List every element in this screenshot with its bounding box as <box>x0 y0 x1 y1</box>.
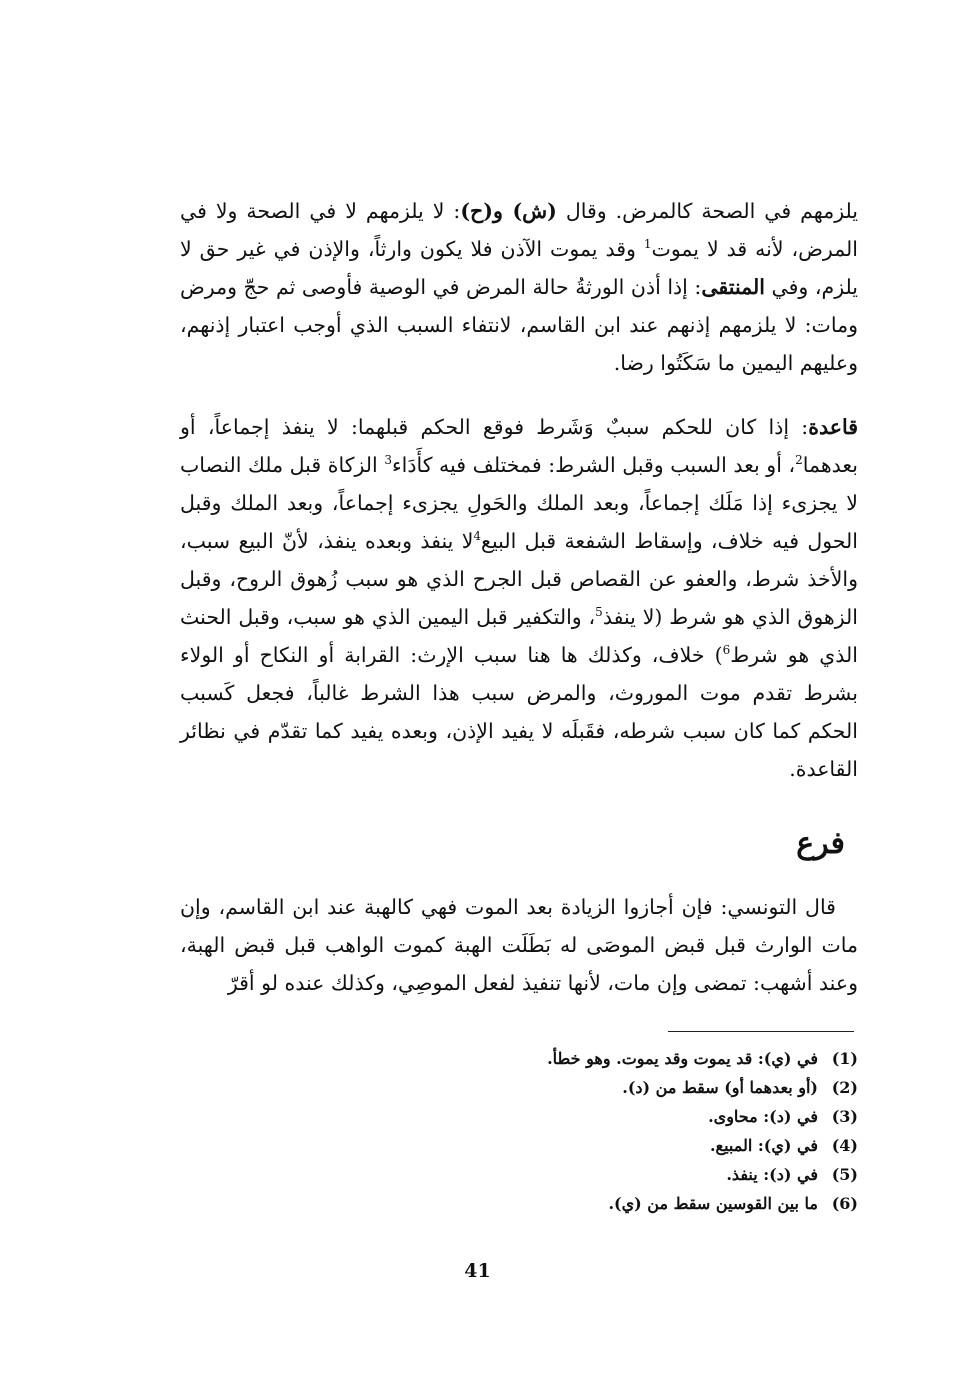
paragraph-2 <box>180 408 858 788</box>
text-run: ، والتكفير قبل اليمين الذي هو سبب، وقبل الحنث الذي هو شرط <box>180 605 858 667</box>
text-run: لا ينفذ وبعده ينفذ، لأنّ البيع سبب، والأخذ شرط، والعفو عن القصاص قبل الجرح الذي هو سبب زُهوق الروح، وقبل الزهوق الذي هو شرط (لا ينفذ <box>180 529 858 629</box>
footnote-text: ما بين القوسين سقط من (ي). <box>608 1194 818 1213</box>
bold-text: (ش) و(ح) <box>460 199 557 223</box>
footnote-item <box>298 1160 858 1189</box>
text-run: : لا يلزمهم لا في الصحة ولا في المرض، لأنه قد لا يموت <box>180 199 858 261</box>
footnote-text: في (ي): قد يموت وقد يموت. وهو خطأ. <box>547 1049 818 1068</box>
footnote-ref: 4 <box>473 529 482 544</box>
page-number: 41 <box>464 1260 491 1282</box>
text-run: : إذا أذن الورثةُ حالة المرض في الوصية فأوصى ثم حجّ ومرض ومات: لا يلزمهم إذنهم عند ابن القاسم، لانتفاء السبب الذي أوجب اعتبار إذنهم، وعليهم اليمين ما سَكَتُوا رضا. <box>180 275 858 375</box>
footnote-number: (5) <box>831 1165 858 1184</box>
text-run: : إذا كان للحكم سببٌ وَشَرط فوقع الحكم قبلهما: لا ينفذ إجماعاً، أو بعدهما <box>180 415 858 477</box>
text-run: الزكاة قبل ملك النصاب لا يجزىء إذا مَلَك إجماعاً، وبعد الملك والحَولِ يجزىء إجماعاً، وبعد الملك وقبل الحول فيه خلاف، وإسقاط الشفعة قبل البيع <box>180 453 858 553</box>
footnote-ref: 2 <box>795 453 803 468</box>
footnote-item <box>298 1044 858 1073</box>
text-run: ) خلاف، وكذلك ها هنا سبب الإرث: القرابة أو النكاح أو الولاء بشرط تقدم موت الموروث، والمرض سبب هذا الشرط غالباً، فجعل كَسبب الحكم كما كان سبب شرطه، فقَبلَه لا يفيد الإذن، وبعده يفيد كما تقدّم في نظائر القاعدة. <box>180 643 858 781</box>
paragraph-1 <box>180 192 858 382</box>
paragraph-3 <box>180 888 858 1002</box>
footnote-number: (4) <box>831 1136 858 1155</box>
footnote-divider <box>668 1031 854 1032</box>
footnote-item <box>298 1131 858 1160</box>
footnote-text: (أو بعدهما أو) سقط من (د). <box>622 1078 818 1097</box>
footnote-ref: 6 <box>722 643 731 658</box>
footnote-item <box>298 1102 858 1131</box>
footnotes <box>298 1044 858 1218</box>
footnote-ref: 3 <box>384 453 392 468</box>
footnote-number: (1) <box>831 1049 858 1068</box>
text-run: وقد يموت الآذن فلا يكون وارثاً، والإذن في غير حق لا يلزم، وفي <box>180 237 858 299</box>
text-run: قال التونسي: فإن أجازوا الزيادة بعد الموت فهي كالهبة عند ابن القاسم، وإن مات الوارث قبل قبض الموصَى له بَطَلَت الهبة كموت الواهب قبل قبض الهبة، وعند أشهب: تمضى وإن مات، لأنها تنفيذ لفعل الموصِي، وكذلك عنده لو أقرّ <box>180 895 858 995</box>
footnote-text: في (ي): المبيع. <box>709 1136 818 1155</box>
footnote-number: (3) <box>831 1107 858 1126</box>
footnote-ref: 5 <box>595 605 603 620</box>
footnote-text: في (د): محاوى. <box>708 1107 818 1126</box>
text-run: يلزمهم في الصحة كالمرض. وقال <box>556 199 859 223</box>
footnote-ref: 1 <box>643 237 652 252</box>
text-run: ، أو بعد السبب وقبل الشرط: فمختلف فيه كأَدَاء <box>391 453 796 477</box>
rule-label: قاعدة <box>808 415 858 439</box>
footnote-text: في (د): ينفذ. <box>726 1165 818 1184</box>
footnote-number: (6) <box>831 1194 858 1213</box>
bold-text: المنتقى <box>701 275 765 299</box>
section-heading: فرع <box>796 826 845 861</box>
footnote-item <box>298 1073 858 1102</box>
footnote-item <box>298 1189 858 1218</box>
footnote-number: (2) <box>831 1078 858 1097</box>
